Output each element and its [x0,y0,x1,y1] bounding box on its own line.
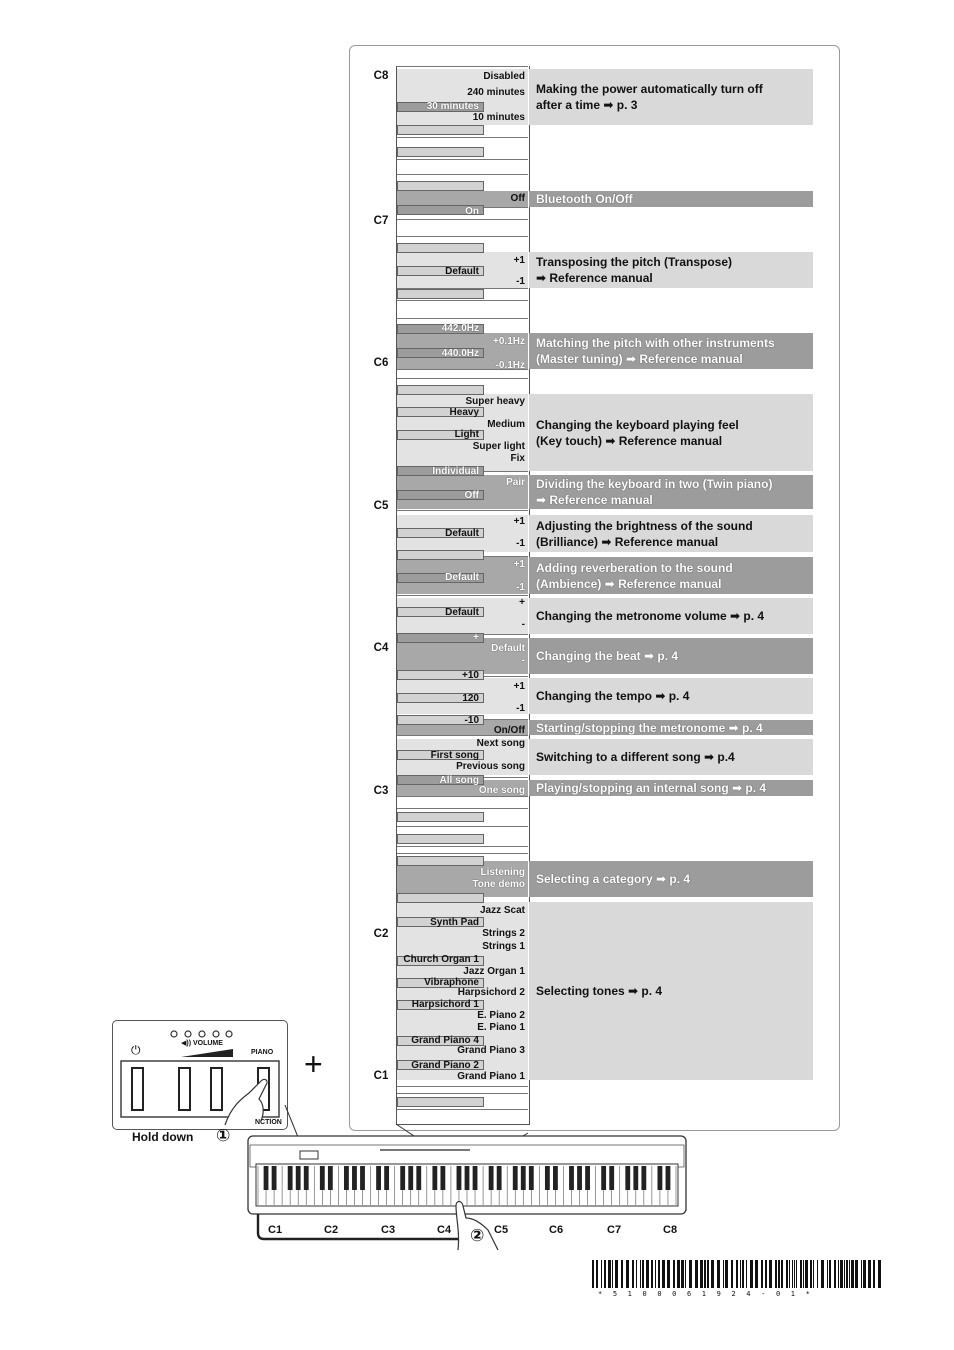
bottom-octave-c6: C6 [549,1224,564,1236]
key-label-k1: Disabled [483,71,525,82]
barcode-bar [685,1260,686,1288]
key-label-k24: Default [445,528,479,539]
black-key [397,1097,484,1107]
piano-black-key [384,1166,389,1190]
piano-black-key [416,1166,421,1190]
key-label-k36: +1 [513,681,525,692]
piano-black-key [529,1166,534,1190]
barcode-bar [775,1260,777,1288]
key-label-k11: +0.1Hz [493,336,525,347]
piano-black-key [601,1166,606,1190]
function-select-category: Selecting a category ➡ p. 4 [529,861,813,897]
barcode-bar [742,1260,744,1288]
barcode-bar [849,1260,850,1288]
key-label-k27: Default [445,572,479,583]
function-select-tones: Selecting tones ➡ p. 4 [529,902,813,1080]
bottom-octave-c7: C7 [607,1224,622,1236]
key-label-k56: Harpsichord 1 [411,999,479,1010]
piano-black-key [344,1166,349,1190]
key-label-k37: 120 [462,693,479,704]
barcode-bar [673,1260,675,1288]
bottom-octave-c2: C2 [324,1224,339,1236]
barcode-bar [658,1260,660,1288]
power-icon: ⏻ [131,1043,141,1057]
barcode-bar [601,1260,602,1288]
barcode-bar [736,1260,738,1288]
key-label-k25: -1 [516,538,525,549]
barcode-bar [765,1260,767,1288]
barcode-bar [840,1260,843,1288]
piano-black-key [288,1166,293,1190]
barcode-bar [707,1260,709,1288]
bottom-octave-c3: C3 [381,1224,396,1236]
barcode-bar [695,1260,698,1288]
black-key [397,125,484,135]
key-label-k20: Individual [432,466,479,477]
function-play-song: Playing/stopping an internal song ➡ p. 4 [529,780,813,796]
white-key [397,219,528,236]
piano-black-key [585,1166,590,1190]
key-label-k35: +10 [462,670,479,681]
barcode-bar [689,1260,692,1288]
piano-black-key [577,1166,582,1190]
key-label-k10: 442.0Hz [441,323,479,334]
piano-black-key [641,1166,646,1190]
barcode-bar [608,1260,611,1288]
barcode-bar [755,1260,758,1288]
bottom-octave-c5: C5 [494,1224,509,1236]
barcode-bar [846,1260,848,1288]
volume-label: ◀)) VOLUME [181,1040,223,1047]
function-brilliance: Adjusting the brightness of the sound (Brilliance) ➡ Reference manual [529,515,813,552]
octave-label-c4: C4 [373,642,389,654]
barcode-bar [778,1260,780,1288]
bottom-octave-c1: C1 [268,1224,283,1236]
barcode-bar [838,1260,839,1288]
piano-black-key [658,1166,663,1190]
key-label-k53: Jazz Organ 1 [463,966,525,977]
piano-black-key [553,1166,558,1190]
black-key [397,834,484,844]
barcode-bar [615,1260,618,1288]
black-key [397,812,484,822]
key-label-k38: -1 [516,703,525,714]
barcode [592,1260,886,1294]
key-label-k17: Light [454,429,479,440]
barcode-bar [700,1260,703,1288]
key-label-k58: E. Piano 1 [477,1022,525,1033]
barcode-bar [711,1260,714,1288]
key-label-k52: Church Organ 1 [403,954,479,965]
octave-label-c5: C5 [373,500,389,512]
key-label-k5: Off [510,193,525,204]
key-label-k12: 440.0Hz [441,348,479,359]
white-key [397,300,528,318]
barcode-bar [794,1260,795,1288]
barcode-bar [681,1260,684,1288]
key-label-k46: Listening [480,867,525,878]
key-label-k44: All song [439,775,479,786]
barcode-bar [750,1260,753,1288]
key-label-k57: E. Piano 2 [477,1010,525,1021]
step-2-marker: ② [470,1226,485,1245]
barcode-bar [632,1260,634,1288]
piano-black-key [569,1166,574,1190]
barcode-bar [651,1260,653,1288]
piano-black-key [320,1166,325,1190]
barcode-bar [640,1260,641,1288]
barcode-bar [612,1260,613,1288]
key-label-k41: Next song [476,738,525,749]
key-label-k55: Harpsichord 2 [457,987,525,998]
function-bluetooth: Bluetooth On/Off [529,191,813,207]
barcode-bar [725,1260,728,1288]
key-label-k29: + [519,597,525,608]
white-key [397,1086,528,1093]
barcode-bar [829,1260,831,1288]
key-label-k22: Off [464,490,479,501]
barcode-bar [655,1260,656,1288]
barcode-bar [761,1260,763,1288]
function-metronome-volume: Changing the metronome volume ➡ p. 4 [529,598,813,634]
key-label-k26: +1 [513,559,525,570]
piano-black-key [633,1166,638,1190]
barcode-bar [855,1260,858,1288]
barcode-bar [827,1260,828,1288]
piano-black-key [432,1166,437,1190]
barcode-bar [642,1260,644,1288]
key-label-k42: First song [430,750,479,761]
function-button-label: NCTION [255,1119,282,1126]
piano-black-key [497,1166,502,1190]
piano-black-key [408,1166,413,1190]
barcode-bar [796,1260,797,1288]
barcode-bar [596,1260,598,1288]
barcode-bar [817,1260,818,1288]
barcode-bar [878,1260,881,1288]
octave-label-c3: C3 [373,785,389,797]
bottom-octave-c8: C8 [663,1224,678,1236]
barcode-bar [868,1260,871,1288]
barcode-bar [789,1260,790,1288]
piano-black-key [609,1166,614,1190]
black-key [397,289,484,299]
piano-black-key [666,1166,671,1190]
function-auto-off: Making the power automatically turn off after a time ➡ p. 3 [529,69,813,125]
function-ambience: Adding reverberation to the sound (Ambience) ➡ Reference manual [529,557,813,594]
barcode-bar [621,1260,623,1288]
key-label-k23: +1 [513,516,525,527]
key-label-k51: Strings 1 [482,941,525,952]
key-label-k2: 240 minutes [467,87,525,98]
barcode-bar [786,1260,788,1288]
key-label-k48: Jazz Scat [479,905,525,916]
black-key [397,147,484,157]
key-label-k54: Vibraphone [424,977,479,988]
barcode-bar [592,1260,594,1288]
barcode-bar [717,1260,720,1288]
function-key-touch: Changing the keyboard playing feel (Key touch) ➡ Reference manual [529,394,813,471]
octave-label-c7: C7 [373,215,389,227]
key-label-k19: Fix [510,453,525,464]
key-label-k16: Medium [487,419,525,430]
white-key [397,796,528,808]
key-label-k39: -10 [464,715,479,726]
key-label-k60: Grand Piano 3 [457,1045,525,1056]
barcode-bar [769,1260,772,1288]
barcode-bar [861,1260,862,1288]
octave-label-c2: C2 [373,928,389,940]
key-label-k18: Super light [472,441,525,452]
bottom-octave-c4: C4 [437,1224,452,1236]
function-master-tuning: Matching the pitch with other instruments (Master tuning) ➡ Reference manual [529,333,813,369]
key-label-k45: One song [478,785,525,796]
barcode-bar [863,1260,866,1288]
key-label-k4: 10 minutes [472,112,525,123]
function-transpose: Transposing the pitch (Transpose) ➡ Reference manual [529,252,813,288]
key-label-k14: Super heavy [465,396,525,407]
piano-black-key [521,1166,526,1190]
octave-label-c8: C8 [373,70,389,82]
barcode-bar [805,1260,808,1288]
barcode-bar [821,1260,824,1288]
key-label-k21: Pair [506,477,525,488]
piano-black-key [304,1166,309,1190]
key-label-k6: On [465,206,479,217]
barcode-bar [746,1260,747,1288]
key-label-k49: Synth Pad [430,917,479,928]
octave-label-c6: C6 [373,357,389,369]
barcode-bar [851,1260,854,1288]
barcode-bar [844,1260,845,1288]
barcode-bar [646,1260,649,1288]
barcode-bar [813,1260,814,1288]
barcode-bar [781,1260,783,1288]
key-label-k7: +1 [513,255,525,266]
barcode-bar [731,1260,733,1288]
function-switch-song: Switching to a different song ➡ p.4 [529,739,813,775]
barcode-bar [834,1260,836,1288]
key-label-k31: - [521,619,525,630]
barcode-bar [704,1260,706,1288]
keyboard-column [396,66,530,1125]
barcode-bar [662,1260,665,1288]
key-label-k15: Heavy [449,407,479,418]
key-label-k50: Strings 2 [482,928,525,939]
barcode-bar [723,1260,724,1288]
white-key [397,846,528,853]
black-key [397,893,484,903]
black-key [397,550,484,560]
key-label-k28: -1 [516,582,525,593]
key-label-k47: Tone demo [472,879,525,890]
barcode-bar [800,1260,802,1288]
barcode-bar [636,1260,637,1288]
function-twin-piano: Dividing the keyboard in two (Twin piano) ➡ Reference manual [529,475,813,509]
key-label-k32: + [473,632,479,643]
barcode-bar [803,1260,804,1288]
black-key [397,856,484,866]
black-key [397,181,484,191]
piano-black-key [328,1166,333,1190]
key-label-k13: -0.1Hz [495,360,525,371]
key-label-k40: On/Off [493,725,525,736]
piano-black-key [513,1166,518,1190]
key-label-k59: Grand Piano 4 [411,1035,479,1046]
piano-black-key [352,1166,357,1190]
piano-black-key [465,1166,470,1190]
barcode-bar [626,1260,629,1288]
piano-button-label: PIANO [251,1049,274,1056]
key-label-k8: Default [445,266,479,277]
black-key [397,385,484,395]
key-label-k62: Grand Piano 1 [457,1071,525,1082]
key-label-k34: - [521,655,525,666]
barcode-bar [810,1260,812,1288]
barcode-bar [677,1260,680,1288]
key-label-k61: Grand Piano 2 [411,1060,479,1071]
key-label-k33: Default [491,643,525,654]
hold-down-label: Hold down [132,1130,194,1144]
key-label-k9: -1 [516,276,525,287]
key-label-k43: Previous song [456,761,525,772]
barcode-text: * 5 1 0 0 0 6 1 9 2 4 - 0 1 * [598,1290,814,1298]
piano-black-key [272,1166,277,1190]
piano-black-key [376,1166,381,1190]
barcode-bar [792,1260,793,1288]
digital-piano-illustration [220,1100,700,1250]
piano-black-key [264,1166,269,1190]
piano-black-key [296,1166,301,1190]
piano-black-key [545,1166,550,1190]
function-metronome-start-stop: Starting/stopping the metronome ➡ p. 4 [529,720,813,735]
piano-black-key [400,1166,405,1190]
black-key [397,243,484,253]
barcode-bar [873,1260,875,1288]
piano-black-key [473,1166,478,1190]
piano-black-key [625,1166,630,1190]
piano-black-key [360,1166,365,1190]
barcode-bar [604,1260,606,1288]
piano-black-key [440,1166,445,1190]
key-label-k30: Default [445,607,479,618]
piano-black-key [457,1166,462,1190]
function-beat: Changing the beat ➡ p. 4 [529,638,813,674]
step-1-marker: ① [216,1126,231,1145]
barcode-bar [667,1260,670,1288]
white-key [397,159,528,174]
key-label-k3: 30 minutes [426,101,479,112]
piano-black-key [489,1166,494,1190]
plus-sign: + [304,1046,323,1082]
function-tempo: Changing the tempo ➡ p. 4 [529,678,813,714]
octave-label-c1: C1 [373,1070,389,1082]
barcode-bar [740,1260,741,1288]
